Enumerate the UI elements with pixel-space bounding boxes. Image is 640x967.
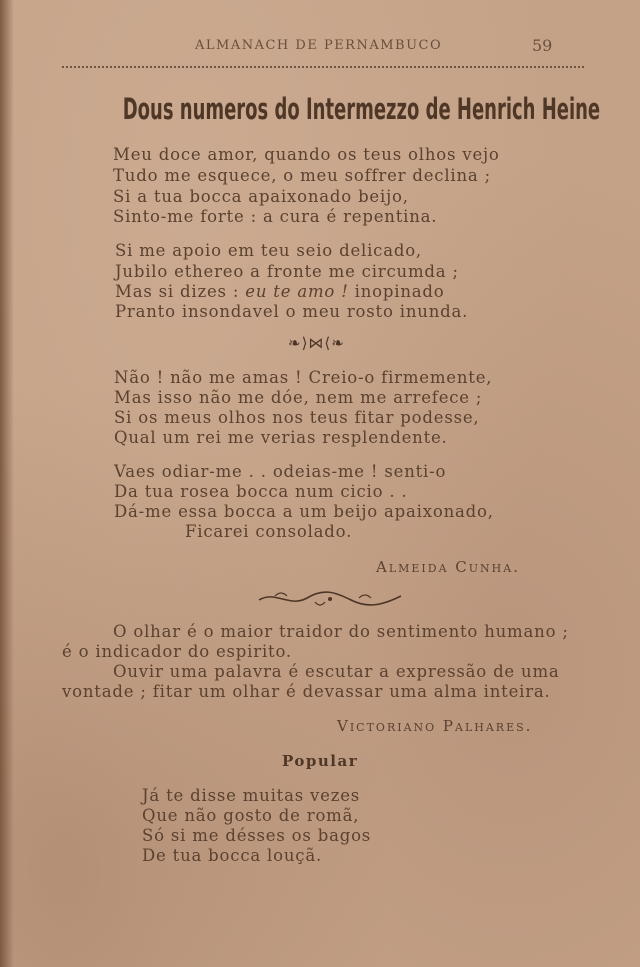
verse-line: Si me apoio em teu seio delicado,: [115, 241, 422, 260]
verse-line: Já te disse muitas vezes: [142, 786, 361, 805]
stanza-divider-ornament: ❧⟩⋈⟨❧: [288, 334, 345, 352]
verse-line: Meu doce amor, quando os teus olhos vejo: [113, 145, 500, 164]
header-rule: [62, 66, 584, 71]
verse-line: Si a tua bocca apaixonado beijo,: [113, 187, 409, 206]
section-title-popular: Popular: [282, 752, 359, 770]
verse-line: Mas isso não me dóe, nem me arrefece ;: [114, 388, 483, 407]
verse-text: Mas si dizes :: [115, 282, 246, 301]
verse-line: Dá-me essa bocca a um beijo apaixonado,: [114, 502, 494, 521]
prose-line: vontade ; fitar um olhar é devassar uma alma inteira.: [62, 682, 551, 701]
verse-line: Sinto-me forte : a cura é repentina.: [113, 207, 438, 226]
poem-author-signature: Almeida Cunha.: [376, 558, 520, 576]
page-spine-shadow: [0, 0, 14, 967]
verse-line: Só si me désses os bagos: [142, 826, 372, 845]
verse-line: Não ! não me amas ! Creio-o firmemente,: [114, 368, 493, 387]
verse-line: Si os meus olhos nos teus fitar podesse,: [114, 408, 480, 427]
verse-line: Da tua rosea bocca num cicio . .: [114, 482, 408, 501]
poem-title: Dous numeros do Intermezzo de Henrich Heine: [122, 92, 601, 126]
running-header: [0, 36, 640, 58]
verse-line: Jubilo ethereo a fronte me circumda ;: [115, 262, 459, 281]
verse-line: Pranto insondavel o meu rosto inunda.: [115, 302, 469, 321]
verse-line: Ficarei consolado.: [185, 522, 353, 541]
verse-line: Tudo me esquece, o meu soffrer declina ;: [113, 166, 491, 185]
verse-line: Qual um rei me verias resplendente.: [114, 428, 448, 447]
verse-line: De tua bocca louçã.: [142, 846, 322, 865]
verse-line: Que não gosto de romã,: [142, 806, 360, 825]
flourish-ornament: [255, 588, 405, 610]
verse-line-with-italic: [115, 282, 445, 301]
verse-line: Vaes odiar-me . . odeias-me ! senti-o: [114, 462, 447, 481]
prose-line: é o indicador do espirito.: [62, 642, 292, 661]
page-number: 59: [532, 36, 553, 55]
maxim-author-signature: Victoriano Palhares.: [337, 717, 533, 735]
italic-phrase: eu te amo !: [245, 282, 349, 301]
prose-line: O olhar é o maior traidor do sentimento humano ;: [113, 622, 569, 641]
verse-text: inopinado: [348, 282, 445, 301]
running-title: ALMANACH DE PERNAMBUCO: [195, 38, 443, 53]
prose-line: Ouvir uma palavra é escutar a expressão de uma: [113, 662, 560, 681]
